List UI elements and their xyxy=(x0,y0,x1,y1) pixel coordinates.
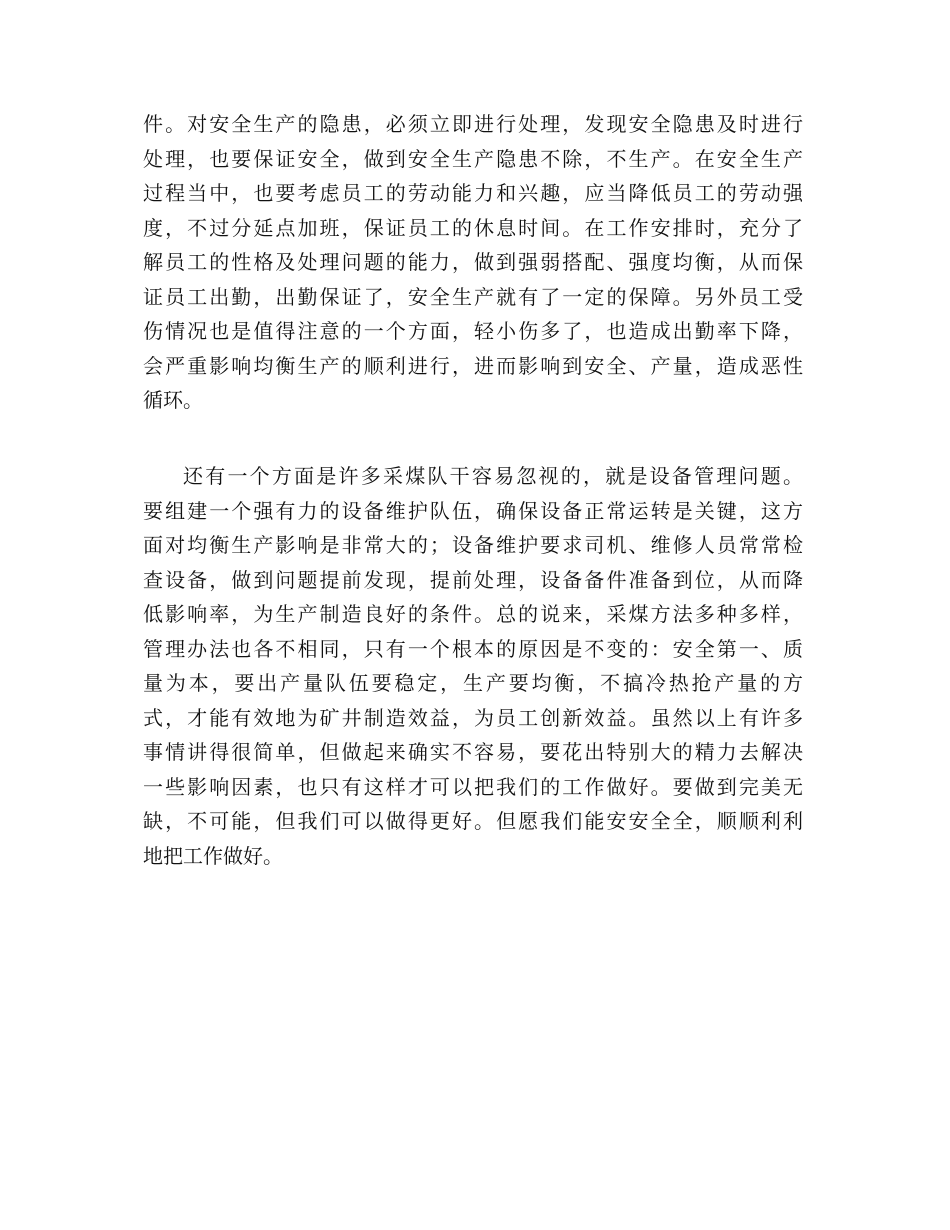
text-line: 低影响率，为生产制造良好的条件。总的说来，采煤方法多种多样， xyxy=(143,602,803,626)
text-line: 伤情况也是值得注意的一个方面，轻小伤多了，也造成出勤率下降， xyxy=(143,319,803,343)
text-line: 事情讲得很简单，但做起来确实不容易，要花出特别大的精力去解决 xyxy=(143,740,803,764)
text-line: 还有一个方面是许多采煤队干容易忽视的，就是设备管理问题。 xyxy=(183,464,803,488)
body-paragraph-2 xyxy=(143,459,803,873)
body-paragraph-1 xyxy=(143,107,803,418)
text-line: 查设备，做到问题提前发现，提前处理，设备备件准备到位，从而降 xyxy=(143,567,803,592)
text-line: 管理办法也各不相同，只有一个根本的原因是不变的：安全第一、质 xyxy=(143,636,803,661)
text-line: 缺，不可能，但我们可以做得更好。但愿我们能安安全全，顺顺利利 xyxy=(143,809,803,833)
text-line: 地把工作做好。 xyxy=(143,843,283,868)
text-line: 过程当中，也要考虑员工的劳动能力和兴趣，应当降低员工的劳动强 xyxy=(143,181,803,205)
text-line: 解员工的性格及处理问题的能力，做到强弱搭配、强度均衡，从而保 xyxy=(143,250,803,274)
text-line: 一些影响因素，也只有这样才可以把我们的工作做好。要做到完美无 xyxy=(143,774,803,799)
text-line: 要组建一个强有力的设备维护队伍，确保设备正常运转是关键，这方 xyxy=(143,498,803,523)
text-line: 量为本，要出产量队伍要稳定，生产要均衡，不搞冷热抢产量的方 xyxy=(143,671,803,695)
text-line: 循环。 xyxy=(143,388,203,412)
text-line: 面对均衡生产影响是非常大的；设备维护要求司机、维修人员常常检 xyxy=(143,533,803,557)
text-line: 式，才能有效地为矿井制造效益，为员工创新效益。虽然以上有许多 xyxy=(143,705,803,730)
text-line: 证员工出勤，出勤保证了，安全生产就有了一定的保障。另外员工受 xyxy=(143,284,803,309)
text-line: 件。对安全生产的隐患，必须立即进行处理，发现安全隐患及时进行 xyxy=(143,112,803,136)
text-line: 会严重影响均衡生产的顺利进行，进而影响到安全、产量，造成恶性 xyxy=(143,353,803,378)
text-line: 度，不过分延点加班，保证员工的休息时间。在工作安排时，充分了 xyxy=(143,215,803,240)
text-line: 处理，也要保证安全，做到安全生产隐患不除，不生产。在安全生产 xyxy=(143,146,803,171)
